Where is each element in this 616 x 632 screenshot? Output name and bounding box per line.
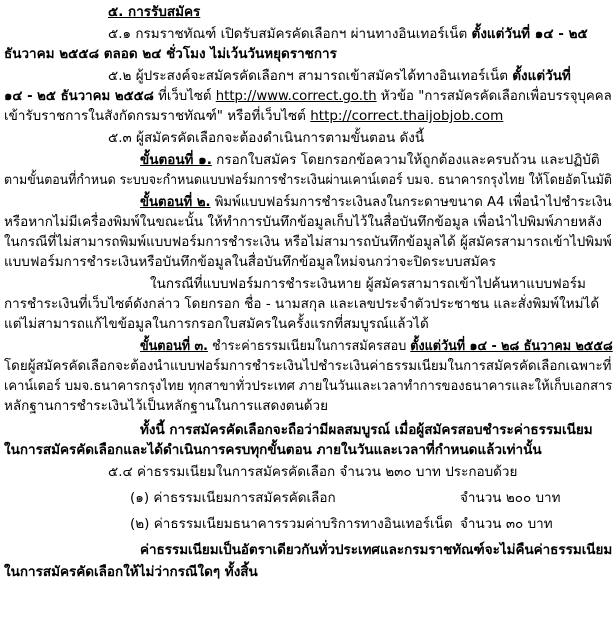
step-2-line-7: แต่ไม่สามารถแก้ไขข้อมูลในการกรอกใบสมัครในครั้งแรกที่สมบูรณ์แล้วได้ <box>4 316 429 332</box>
step-2-line-5: ในกรณีที่แบบฟอร์มการชำระเงินหาย ผู้สมัครสามารถเข้าไปค้นหาแบบฟอร์ม <box>150 276 586 292</box>
step-2-line-4: แบบฟอร์มการชำระเงินหรือบันทึกข้อมูลในสื่อบันทึกข้อมูลใหม่จนกว่าจะปิดระบบสมัคร <box>4 254 496 270</box>
step-2-line-1 <box>140 192 612 212</box>
step-3-text: ชำระค่าธรรมเนียมในการสมัครสอบ <box>207 338 411 354</box>
step-3-label: ขั้นตอนที่ ๓. <box>140 338 208 354</box>
item-5-2-text-4: เข้ารับราชการในสังกัดกรมราชทัณฑ์" หรือที่เว็บไซต์ <box>4 108 311 124</box>
item-5-2-text-2: ที่เว็บไซต์ <box>153 88 216 104</box>
step-3-date: ตั้งแต่วันที่ ๑๔ - ๒๘ ธันวาคม ๒๕๕๘ <box>410 338 613 354</box>
fee-item-1-label: (๑) ค่าธรรมเนียมการสมัครคัดเลือก <box>130 490 336 506</box>
item-5-2-line-1 <box>108 66 571 86</box>
step-3-line-4: หลักฐานการชำระเงินไว้เป็นหลักฐานในการแสดงตนด้วย <box>4 398 329 414</box>
section-heading: ๕. การรับสมัคร <box>108 4 201 20</box>
item-5-2-text: ๕.๒ ผู้ประสงค์จะสมัครคัดเลือกฯ สามารถเข้าสมัครได้ทางอินเทอร์เน็ต <box>108 68 513 84</box>
fee-note-line-2: ในการสมัครคัดเลือกให้ไม่ว่ากรณีใดๆ ทั้งสิ้น <box>4 564 258 580</box>
notice-line-2: ในการสมัครคัดเลือกและได้ดำเนินการครบทุกขั้นตอน ภายในวันและเวลาที่กำหนดแล้วเท่านั้น <box>4 442 542 458</box>
step-3-line-1 <box>140 336 613 356</box>
step-2-line-6: การชำระเงินที่เว็บไซต์ดังกล่าว โดยกรอก ชื่อ - นามสกุล และเลขประจำตัวประชาชน และสั่งพิมพ์ใหม่ได้ <box>4 296 600 312</box>
step-2-line-3: ในกรณีที่ไม่สามารถพิมพ์แบบฟอร์มการชำระเงิน หรือไม่สามารถบันทึกข้อมูลได้ ผู้สมัครสามารถเข้าไปพิมพ์ <box>4 234 612 250</box>
fee-item-2-amount: จำนวน ๓๐ บาท <box>460 516 553 532</box>
step-3-line-2: โดยผู้สมัครคัดเลือกจะต้องนำแบบฟอร์มการชำระเงินไปชำระเงินค่าธรรมเนียมในการสมัครคัดเลือกเฉพาะที่ <box>4 358 612 374</box>
thaijobjob-link[interactable]: http://correct.thaijobjob.com <box>310 108 504 124</box>
item-5-2-date-range: ๑๔ - ๒๕ ธันวาคม ๒๕๕๘ <box>4 88 154 104</box>
item-5-2-date-start: ตั้งแต่วันที่ <box>512 68 571 84</box>
step-1-line-2: ตามขั้นตอนที่กำหนด ระบบจะกำหนดแบบฟอร์มการชำระเงินผ่านเคาน์เตอร์ บมจ. ธนาคารกรุงไทย ให้โดยอัตโนมัติ <box>4 172 613 188</box>
step-3-line-3: เคาน์เตอร์ บมจ.ธนาคารกรุงไทย ทุกสาขาทั่วประเทศ ภายในวันและเวลาทำการของธนาคารและให้เก็บเอกสาร <box>4 378 613 394</box>
step-1-line-1 <box>140 150 600 170</box>
item-5-1-date: ตั้งแต่วันที่ ๑๔ - ๒๕ <box>471 26 588 42</box>
fee-item-1-amount: จำนวน ๒๐๐ บาท <box>460 490 561 506</box>
item-5-4-line-1: ๕.๔ ค่าธรรมเนียมในการสมัครคัดเลือก จำนวน ๒๓๐ บาท ประกอบด้วย <box>108 464 518 480</box>
item-5-2-line-3 <box>4 106 503 126</box>
item-5-3-line-1: ๕.๓ ผู้สมัครคัดเลือกจะต้องดำเนินการตามขั้นตอน ดังนี้ <box>108 130 425 146</box>
fee-note-line-1: ค่าธรรมเนียมเป็นอัตราเดียวกันทั่วประเทศและกรมราชทัณฑ์จะไม่คืนค่าธรรมเนียม <box>140 542 613 558</box>
item-5-1-line-1 <box>108 24 588 44</box>
notice-line-1: ทั้งนี้ การสมัครคัดเลือกจะถือว่ามีผลสมบูรณ์ เมื่อผู้สมัครสอบชำระค่าธรรมเนียม <box>140 422 593 438</box>
fee-item-2-label: (๒) ค่าธรรมเนียมธนาคารรวมค่าบริการทางอินเทอร์เน็ต <box>130 516 453 532</box>
step-1-text: กรอกใบสมัคร โดยกรอกข้อความให้ถูกต้องและครบถ้วน และปฏิบัติ <box>211 152 600 168</box>
step-2-text: พิมพ์แบบฟอร์มการชำระเงินลงในกระดาษขนาด A4 เพื่อนำไปชำระเงิน <box>210 194 612 210</box>
item-5-1-text: ๕.๑ กรมราชทัณฑ์ เปิดรับสมัครคัดเลือกฯ ผ่านทางอินเทอร์เน็ต <box>108 26 472 42</box>
correct-go-th-link[interactable]: http://www.correct.go.th <box>215 88 377 104</box>
item-5-2-text-3: หัวข้อ "การสมัครคัดเลือกเพื่อบรรจุบุคคล <box>376 88 612 104</box>
item-5-1-line-2: ธันวาคม ๒๕๕๘ ตลอด ๒๔ ชั่วโมง ไม่เว้นวันหยุดราชการ <box>4 46 337 62</box>
step-2-label: ขั้นตอนที่ ๒. <box>140 194 211 210</box>
step-2-line-2: หรือหากไม่มีเครื่องพิมพ์ในขณะนั้น ให้ทำการบันทึกข้อมูลเก็บไว้ในสื่อบันทึกข้อมูล เพื่อนำไปพิมพ์ภายหลัง <box>4 214 602 230</box>
step-1-label: ขั้นตอนที่ ๑. <box>140 152 212 168</box>
item-5-2-line-2 <box>4 86 612 106</box>
